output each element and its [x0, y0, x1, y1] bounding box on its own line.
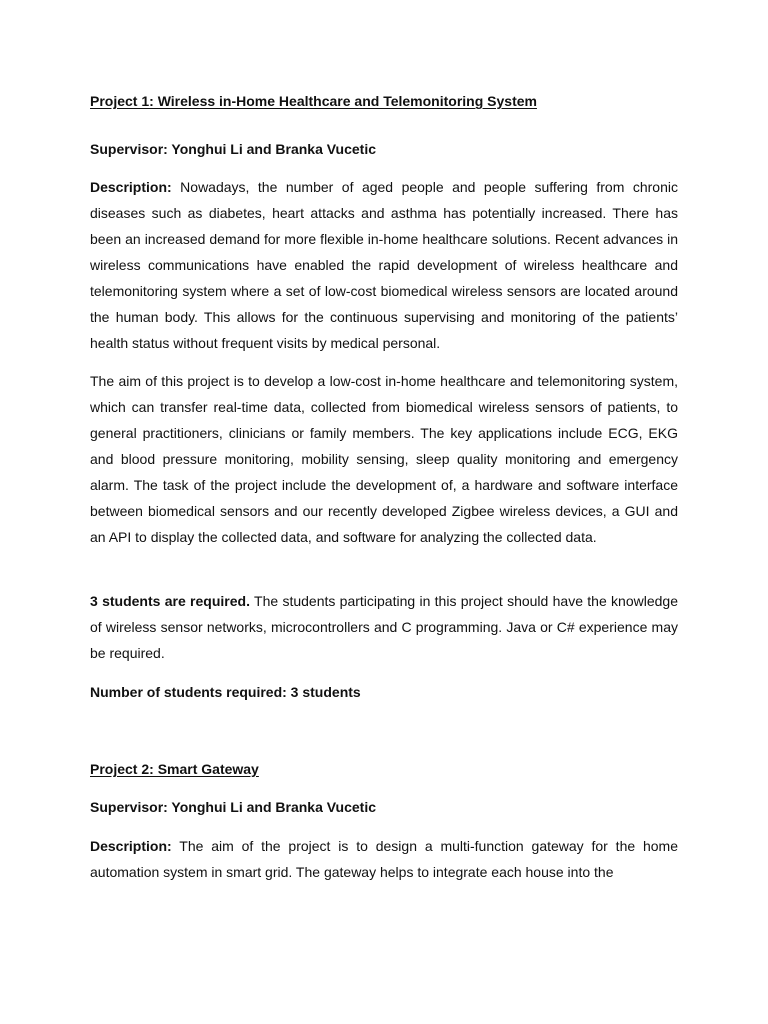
- project1-description: [90, 174, 678, 356]
- project2-heading: Project 2: Smart Gateway: [90, 761, 259, 777]
- project2-description-text: The aim of the project is to design a multi-function gateway for the home automation system in smart grid. The gateway helps to integrate each house into the: [90, 838, 678, 880]
- project1-supervisor: Supervisor: Yonghui Li and Branka Vucetic: [90, 141, 377, 157]
- project1-description-label: Description:: [90, 179, 172, 195]
- project1-heading: Project 1: Wireless in-Home Healthcare and Telemonitoring System: [90, 93, 537, 109]
- project2-description: [90, 833, 678, 885]
- project2-description-label: Description:: [90, 838, 172, 854]
- project1-aim: The aim of this project is to develop a low-cost in-home healthcare and telemonitoring system, which can transfer real-time data, collected from biomedical wireless sensors of patients, to general practitioners, clinicians or family members. The key applications include ECG, EKG and blood pressure monitoring, mobility sensing, sleep quality monitoring and emergency alarm. The task of the project include the development of, a hardware and software interface between biomedical sensors and our recently developed Zigbee wireless devices, a GUI and an API to display the collected data, and software for analyzing the collected data.: [90, 373, 678, 545]
- project2-supervisor: Supervisor: Yonghui Li and Branka Vucetic: [90, 799, 377, 815]
- project1-description-text: Nowadays, the number of aged people and people suffering from chronic diseases such as diabetes, heart attacks and asthma has potentially increased. There has been an increased demand for more flexible in-home healthcare solutions. Recent advances in wireless communications have enabled the rapid development of wireless healthcare and telemonitoring system where a set of low-cost biomedical wireless sensors are located around the human body. This allows for the continuous supervising and monitoring of the patients’ health status without frequent visits by medical personal.: [90, 179, 678, 351]
- project1-students-label: 3 students are required.: [90, 593, 250, 609]
- project1-student-count: Number of students required: 3 students: [90, 684, 361, 700]
- project1-students-text: The students participating in this project should have the knowledge of wireless sensor networks, microcontrollers and C programming. Java or C# experience may be required.: [90, 593, 678, 661]
- project1-students: [90, 588, 678, 666]
